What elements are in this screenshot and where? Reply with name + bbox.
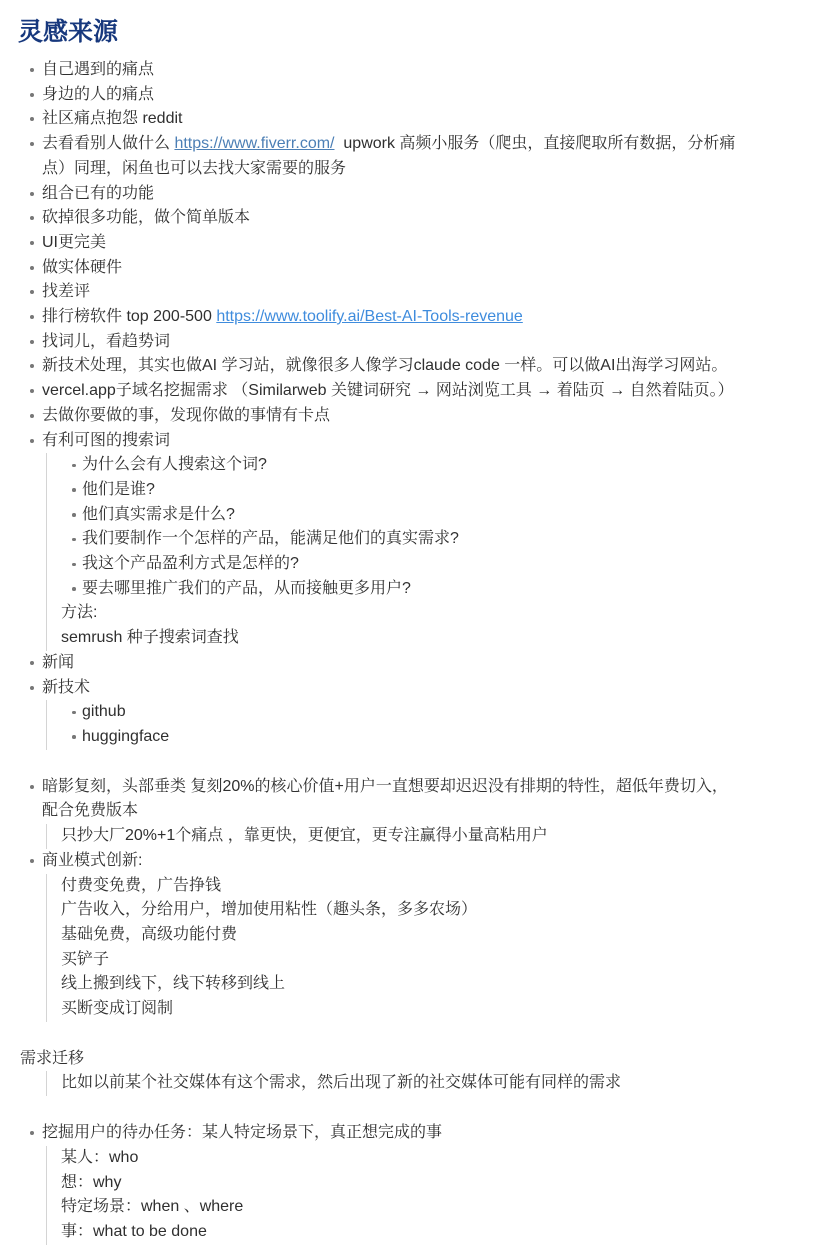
bullet-icon — [30, 364, 34, 368]
bullet-icon — [30, 414, 34, 418]
bullet-icon — [72, 538, 76, 542]
nested-list-item — [61, 453, 738, 478]
list-item-text — [42, 404, 738, 429]
indented-line — [61, 601, 738, 626]
document-body — [18, 58, 738, 1245]
text-segment: 砍掉很多功能，做个简单版本 — [42, 209, 251, 227]
list-item — [18, 1121, 738, 1245]
list-item — [18, 256, 738, 281]
bullet-icon — [30, 686, 34, 690]
blank-line — [18, 750, 738, 775]
bullet-icon — [72, 711, 76, 715]
nested-list-item — [61, 577, 738, 602]
text-segment: 商业模式创新: — [42, 851, 143, 869]
children-group — [46, 824, 738, 849]
text-segment: 新技术 — [42, 678, 91, 696]
blank-line — [18, 1096, 738, 1121]
bullet-icon — [72, 488, 76, 492]
indented-line-text: 特定场景：when 、where — [61, 1198, 244, 1216]
indented-line — [61, 923, 738, 948]
bullet-icon — [72, 464, 76, 468]
indented-line-text: semrush 种子搜索词查找 — [61, 629, 239, 647]
text-segment: 找差评 — [42, 283, 91, 301]
text-segment: 排行榜软件 top 200-500 — [42, 308, 217, 326]
bullet-icon — [30, 93, 34, 97]
list-item-text — [42, 107, 738, 132]
text-segment: 社区痛点抱怨 reddit — [42, 110, 183, 128]
nested-item-text: 我们要制作一个怎样的产品，能满足他们的真实需求? — [82, 530, 459, 548]
children-group — [46, 453, 738, 651]
indented-line — [61, 824, 738, 849]
indented-line-text: 某人：who — [61, 1148, 139, 1166]
nested-item-text: huggingface — [82, 727, 170, 745]
indented-line-text: 只抄大厂20%+1个痛点 ，靠更快，更便宜，更专注赢得小量高粘用户 — [61, 827, 548, 845]
indented-line — [61, 997, 738, 1022]
indented-line — [61, 972, 738, 997]
indented-line-text: 比如以前某个社交媒体有这个需求，然后出现了新的社交媒体可能有同样的需求 — [61, 1074, 622, 1092]
nested-list-item — [61, 527, 738, 552]
indented-line-text: 想：why — [61, 1173, 122, 1191]
text-segment: 新技术处理，其实也做AI 学习站，就像很多人像学习claude code 一样。可以做AI出海学习网站。 — [42, 357, 728, 375]
nested-list-item — [61, 725, 738, 750]
list-item — [18, 330, 738, 355]
children-group — [46, 700, 738, 749]
bullet-icon — [30, 266, 34, 270]
bullet-icon — [30, 117, 34, 121]
indented-line-text: 方法: — [61, 604, 98, 622]
bullet-icon — [72, 735, 76, 739]
text-segment: UI更完美 — [42, 233, 107, 251]
list-item — [18, 379, 738, 404]
list-item-text — [42, 330, 738, 355]
toolify-revenue-link[interactable]: https://www.toolify.ai/Best-AI-Tools-revenue — [216, 308, 523, 326]
indented-line-text: 基础免费，高级功能付费 — [61, 925, 238, 943]
list-item — [18, 182, 738, 207]
indented-line — [61, 1071, 738, 1096]
blank-line — [18, 1022, 738, 1047]
indented-line — [61, 1146, 738, 1171]
list-item-text — [42, 256, 738, 281]
indented-line — [61, 898, 738, 923]
list-item — [18, 676, 738, 750]
indented-line — [61, 626, 738, 651]
list-item-text — [42, 280, 738, 305]
list-item-text — [42, 379, 738, 404]
nested-list-item — [61, 552, 738, 577]
list-item — [18, 429, 738, 651]
nested-item-text: 为什么会有人搜索这个词? — [82, 456, 267, 474]
list-item-text — [42, 206, 738, 231]
bullet-icon — [72, 513, 76, 517]
fiverr-link[interactable]: https://www.fiverr.com/ — [174, 135, 335, 153]
list-item-text — [42, 429, 738, 454]
text-segment: 有利可图的搜索词 — [42, 431, 171, 449]
bullet-icon — [30, 1131, 34, 1135]
list-item — [18, 83, 738, 108]
indented-line-text: 广告收入，分给用户，增加使用粘性（趣头条，多多农场） — [61, 901, 478, 919]
list-item — [18, 280, 738, 305]
list-item-text — [42, 83, 738, 108]
text-segment: 组合已有的功能 — [42, 184, 155, 202]
nested-list-item — [61, 503, 738, 528]
indented-line — [61, 874, 738, 899]
indented-line-text: 线上搬到线下，线下转移到线上 — [61, 975, 286, 993]
children-group — [46, 1071, 738, 1096]
list-item-text — [42, 676, 738, 701]
section-label: 需求迁移 — [20, 1049, 85, 1067]
list-item-text — [42, 651, 738, 676]
list-item — [18, 404, 738, 429]
indented-line-text: 事：what to be done — [61, 1222, 207, 1240]
text-segment: vercel.app子域名挖掘需求 （Similarweb 关键词研究 → 网站浏览工具 → 着陆页 → 自然着陆页。） — [42, 382, 734, 400]
nested-list-item — [61, 478, 738, 503]
list-item — [18, 107, 738, 132]
bullet-icon — [30, 661, 34, 665]
list-item-text — [42, 182, 738, 207]
nested-item-text: 他们真实需求是什么? — [82, 505, 235, 523]
text-segment: 去看看别人做什么 — [42, 135, 175, 153]
indented-line-text: 买断变成订阅制 — [61, 1000, 174, 1018]
text-segment: upwork 高频小服务（爬虫，直接爬取所有数据，分析痛点）同理，闲鱼也可以去找大家需要的服务 — [42, 135, 736, 177]
bullet-icon — [30, 142, 34, 146]
bullet-icon — [30, 340, 34, 344]
nested-item-text: 他们是谁? — [82, 480, 155, 498]
list-item — [18, 651, 738, 676]
bullet-icon — [30, 785, 34, 789]
indented-line — [61, 1195, 738, 1220]
children-group — [46, 1146, 738, 1245]
page-title: 灵感来源 — [18, 18, 119, 46]
list-item-text — [42, 775, 738, 824]
list-item — [18, 132, 738, 181]
list-item — [18, 206, 738, 231]
indented-line — [61, 1171, 738, 1196]
bullet-icon — [30, 290, 34, 294]
children-group — [46, 874, 738, 1022]
section-block — [20, 1047, 738, 1096]
list-item-text — [42, 231, 738, 256]
indented-line — [61, 948, 738, 973]
nested-item-text: github — [82, 703, 126, 721]
bullet-icon — [30, 241, 34, 245]
text-segment: 找词儿，看趋势词 — [42, 332, 171, 350]
indented-line — [61, 1220, 738, 1245]
bullet-icon — [30, 192, 34, 196]
list-item — [18, 354, 738, 379]
bullet-icon — [30, 68, 34, 72]
list-item-text — [42, 132, 738, 181]
list-item — [18, 305, 738, 330]
list-item — [18, 775, 738, 849]
list-item — [18, 58, 738, 83]
list-item — [18, 231, 738, 256]
list-item-text — [42, 849, 738, 874]
bullet-icon — [72, 563, 76, 567]
text-segment: 做实体硬件 — [42, 258, 123, 276]
bullet-icon — [30, 389, 34, 393]
text-segment: 身边的人的痛点 — [42, 85, 155, 103]
text-segment: 暗影复刻，头部垂类 复刻20%的核心价值+用户一直想要却迟迟没有排期的特性，超低年费切入，配合免费版本 — [42, 777, 728, 820]
bullet-icon — [72, 587, 76, 591]
bullet-icon — [30, 859, 34, 863]
nested-item-text: 要去哪里推广我们的产品，从而接触更多用户? — [82, 579, 411, 597]
list-item-text — [42, 305, 738, 330]
text-segment: 自己遇到的痛点 — [42, 61, 155, 78]
list-item — [18, 849, 738, 1022]
bullet-icon — [30, 216, 34, 220]
list-item-text — [42, 354, 738, 379]
nested-item-text: 我这个产品盈利方式是怎样的? — [82, 555, 299, 573]
text-segment: 新闻 — [42, 653, 75, 671]
indented-line-text: 买铲子 — [61, 950, 110, 968]
nested-list-item — [61, 700, 738, 725]
indented-line-text: 付费变免费，广告挣钱 — [61, 876, 222, 894]
bullet-icon — [30, 439, 34, 443]
text-segment: 挖掘用户的待办任务：某人特定场景下，真正想完成的事 — [42, 1124, 443, 1142]
list-item-text — [42, 58, 738, 83]
bullet-icon — [30, 315, 34, 319]
text-segment: 去做你要做的事，发现你做的事情有卡点 — [42, 406, 331, 424]
list-item-text — [42, 1121, 738, 1146]
